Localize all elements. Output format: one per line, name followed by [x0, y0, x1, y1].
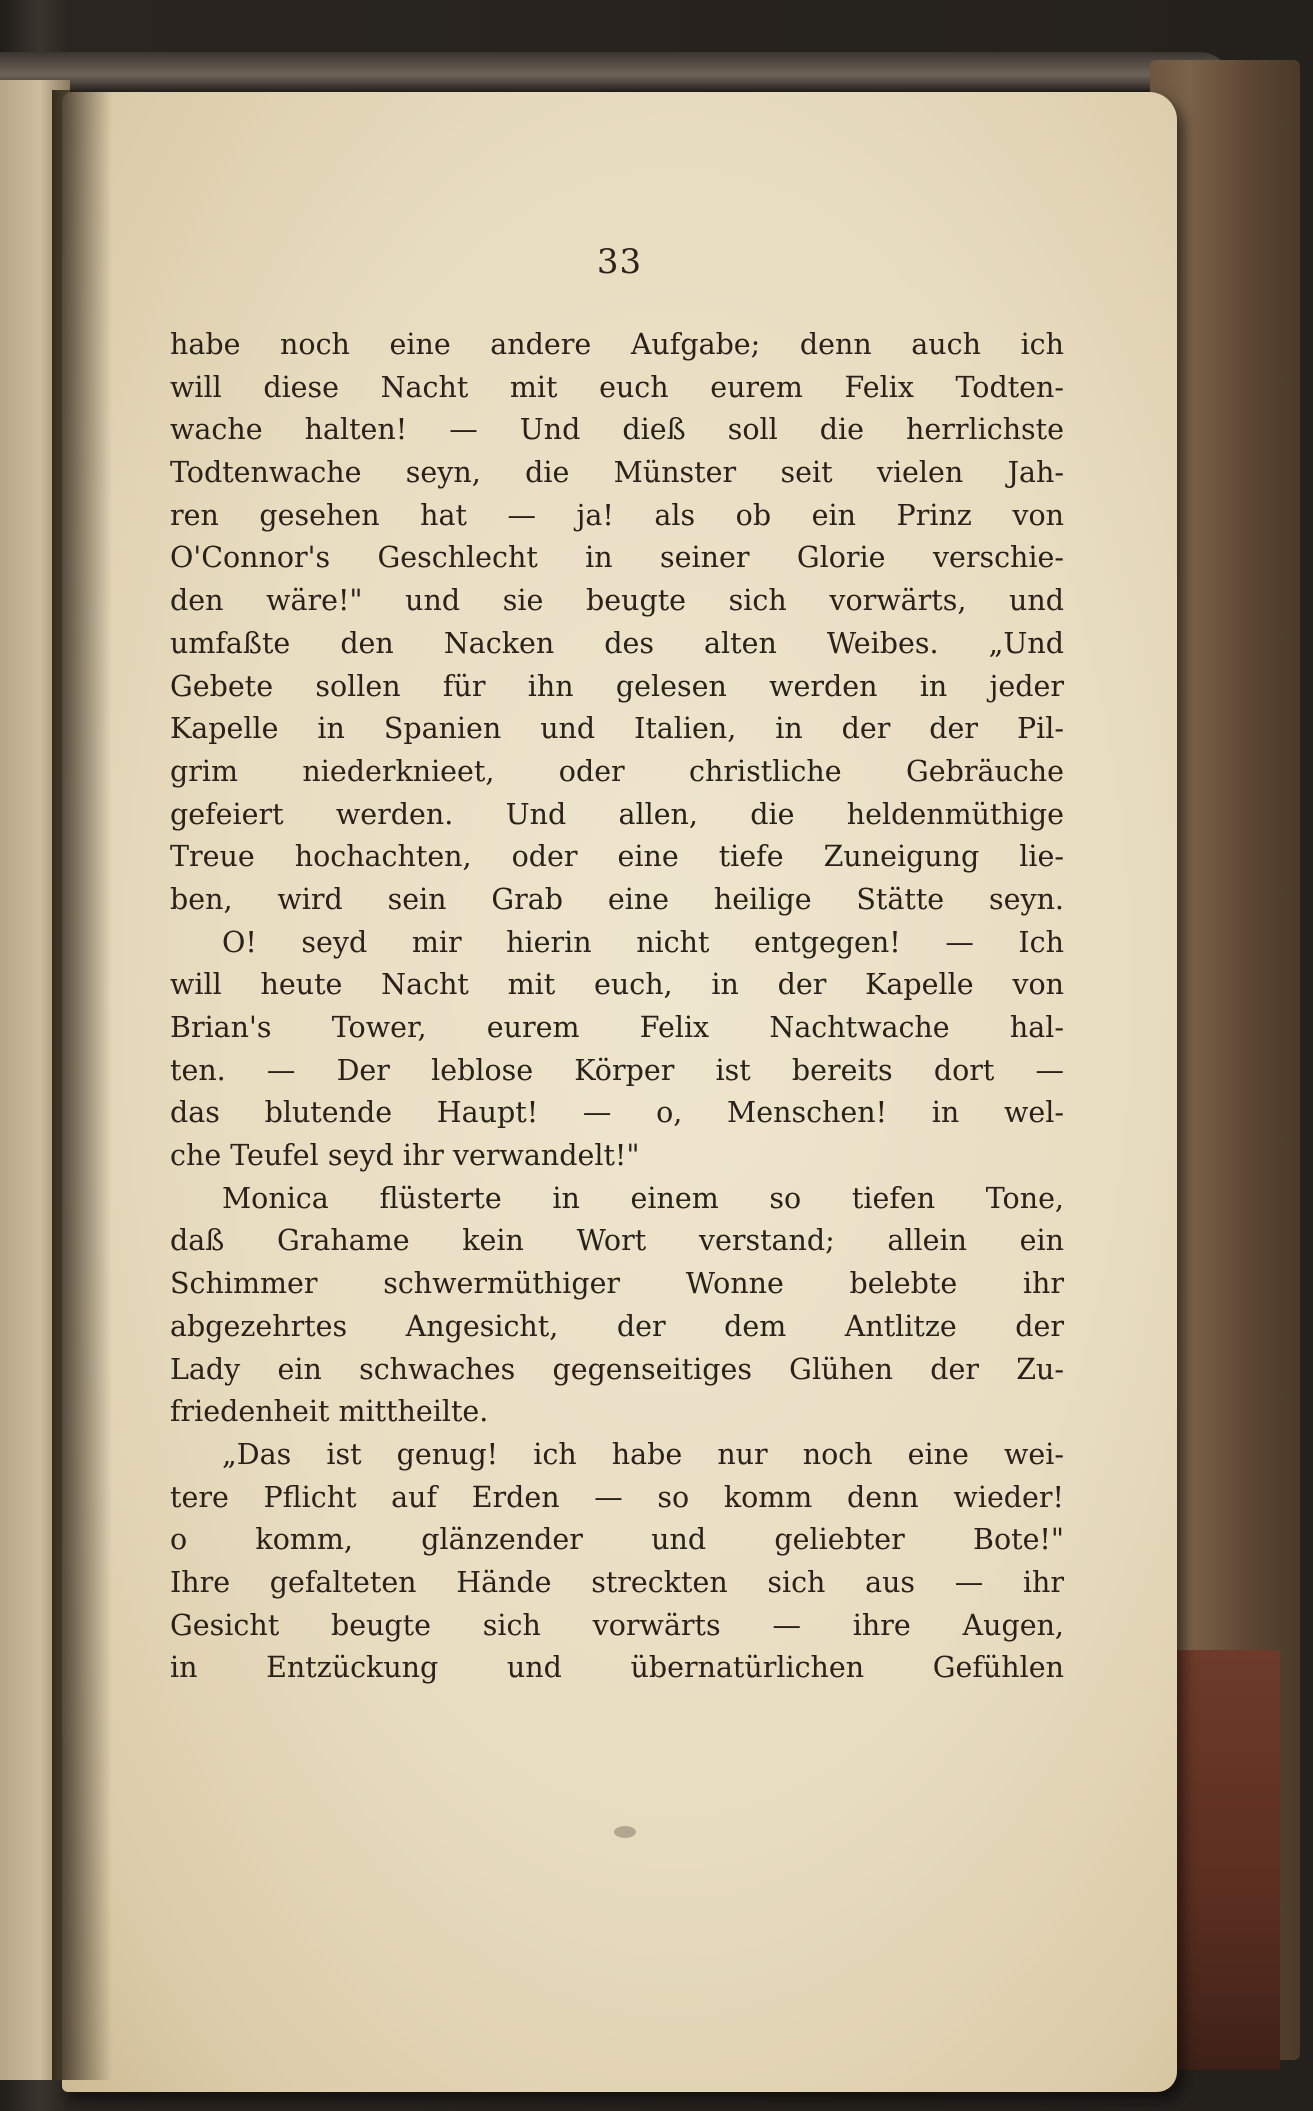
- cover-leather-corner: [1160, 1650, 1280, 2070]
- text-line: daß Grahame kein Wort verstand; allein ein: [170, 1224, 1064, 1258]
- text-line: gefeiert werden. Und allen, die heldenmüthige: [170, 797, 1064, 831]
- text-line: Schimmer schwermüthiger Wonne belebte ihr: [170, 1267, 1064, 1301]
- text-line: abgezehrtes Angesicht, der dem Antlitze der: [170, 1309, 1064, 1343]
- text-line: will heute Nacht mit euch, in der Kapelle von: [170, 968, 1064, 1002]
- text-line: Todtenwache seyn, die Münster seit vielen Jah-: [170, 456, 1064, 490]
- text-line: Ihre gefalteten Hände streckten sich aus — ihr: [170, 1565, 1064, 1599]
- text-line: umfaßte den Nacken des alten Weibes. „Und: [170, 626, 1064, 660]
- text-line: friedenheit mittheilte.: [170, 1395, 489, 1429]
- text-line: den wäre!" und sie beugte sich vorwärts, und: [170, 584, 1064, 618]
- text-line: O! seyd mir hierin nicht entgegen! — Ich: [222, 925, 1064, 959]
- text-line: in Entzückung und übernatürlichen Gefühlen: [170, 1651, 1064, 1685]
- text-line: Gesicht beugte sich vorwärts — ihre Augen,: [170, 1608, 1064, 1642]
- page-text-block: [170, 324, 1064, 1690]
- book-page: [62, 92, 1177, 2092]
- text-line: Gebete sollen für ihn gelesen werden in jeder: [170, 669, 1064, 703]
- text-line: „Das ist genug! ich habe nur noch eine wei-: [222, 1437, 1064, 1471]
- text-line: o komm, glänzender und geliebter Bote!": [170, 1523, 1064, 1557]
- text-line: das blutende Haupt! — o, Menschen! in wel-: [170, 1096, 1064, 1130]
- text-line: ben, wird sein Grab eine heilige Stätte seyn.: [170, 882, 1064, 916]
- text-line: grim niederknieet, oder christliche Gebräuche: [170, 754, 1064, 788]
- text-line: habe noch eine andere Aufgabe; denn auch ich: [170, 328, 1064, 361]
- text-line: Treue hochachten, oder eine tiefe Zuneigung lie-: [170, 840, 1064, 874]
- text-line: ren gesehen hat — ja! als ob ein Prinz von: [170, 498, 1064, 532]
- page-number: 33: [596, 242, 643, 282]
- text-line: Brian's Tower, eurem Felix Nachtwache hal-: [170, 1011, 1064, 1044]
- text-line: Kapelle in Spanien und Italien, in der der Pil-: [170, 712, 1064, 746]
- text-line: wache halten! — Und dieß soll die herrlichste: [170, 413, 1064, 447]
- text-line: O'Connor's Geschlecht in seiner Glorie verschie-: [170, 541, 1064, 575]
- ink-smudge: [614, 1826, 636, 1838]
- book-top-edge: [0, 52, 1230, 90]
- text-line: Monica flüsterte in einem so tiefen Tone,: [222, 1181, 1064, 1215]
- text-line: che Teufel seyd ihr verwandelt!": [170, 1139, 640, 1173]
- gutter-shadow: [52, 90, 112, 2080]
- text-line: tere Pflicht auf Erden — so komm denn wieder!: [170, 1480, 1064, 1514]
- text-line: will diese Nacht mit euch eurem Felix Todten-: [170, 370, 1064, 404]
- text-line: ten. — Der leblose Körper ist bereits dort —: [170, 1053, 1064, 1087]
- text-line: Lady ein schwaches gegenseitiges Glühen der Zu-: [170, 1352, 1064, 1386]
